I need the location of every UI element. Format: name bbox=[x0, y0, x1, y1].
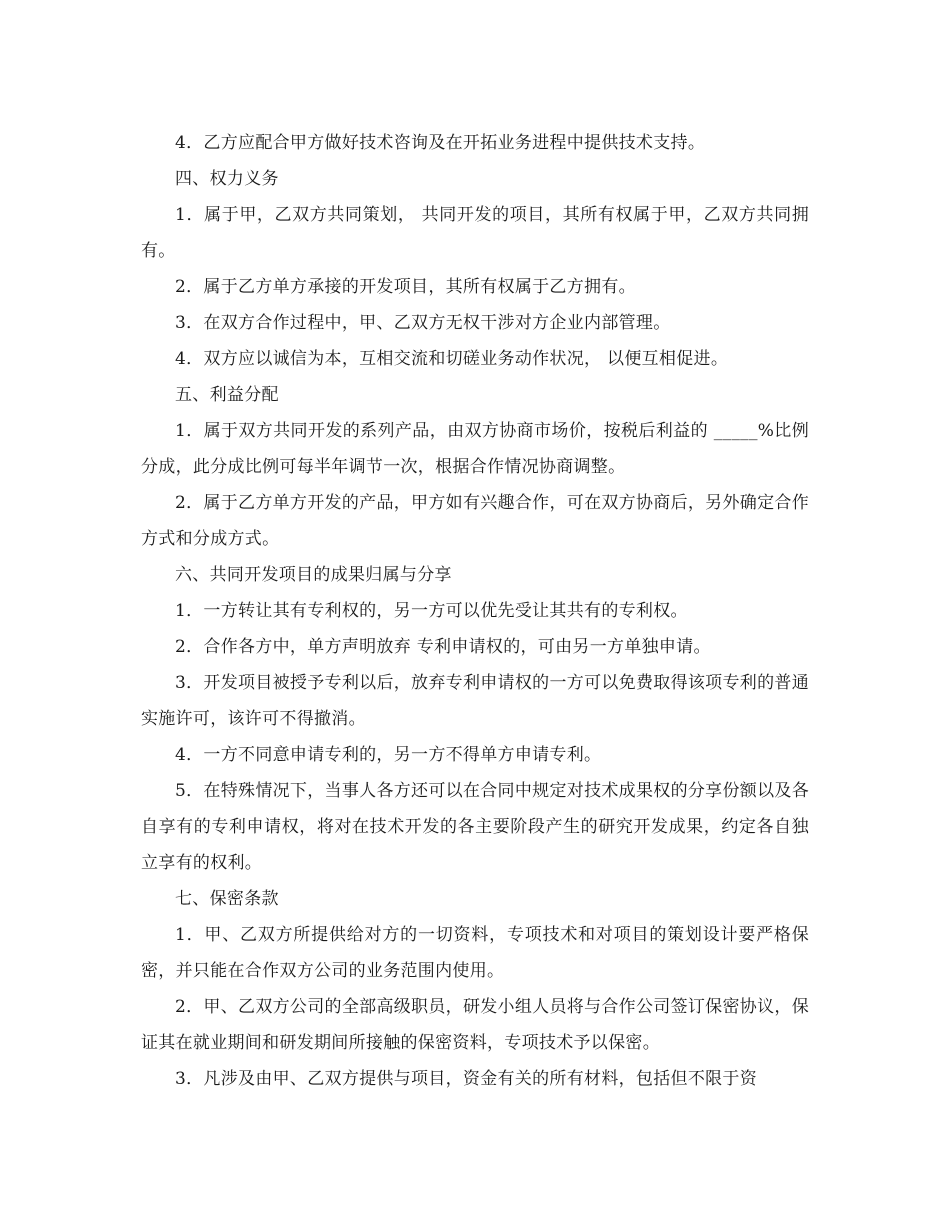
clause-2-staff-confidentiality: 2．甲、乙双方公司的全部高级职员，研发小组人员将与合作公司签订保密协议，保证其在就业期间和研发期间所接触的保密资料，专项技术予以保密。 bbox=[141, 997, 809, 1053]
clause-3-project-materials: 3．凡涉及由甲、乙双方提供与项目，资金有关的所有材料，包括但不限于资 bbox=[175, 1069, 758, 1089]
clause-3-no-interference: 3．在双方合作过程中，甲、乙双方无权干涉对方企业内部管理。 bbox=[175, 313, 671, 333]
section-heading-rights-obligations: 四、权力义务 bbox=[175, 169, 279, 189]
clause-2-party-b-products: 2．属于乙方单方开发的产品，甲方如有兴趣合作，可在双方协商后，另外确定合作方式和分成方式。 bbox=[141, 493, 809, 549]
document-body bbox=[141, 125, 809, 1097]
clause-4-good-faith: 4．双方应以诚信为本，互相交流和切磋业务动作状况， 以便互相促进。 bbox=[175, 349, 729, 369]
clause-3-patent-license: 3．开发项目被授予专利以后，放弃专利申请权的一方可以免费取得该项专利的普通实施许可，该许可不得撤消。 bbox=[141, 673, 809, 729]
clause-2-party-b-ownership: 2．属于乙方单方承接的开发项目，其所有权属于乙方拥有。 bbox=[175, 277, 636, 297]
section-heading-results-ownership: 六、共同开发项目的成果归属与分享 bbox=[175, 565, 452, 585]
section-heading-profit-distribution: 五、利益分配 bbox=[175, 385, 279, 405]
clause-5-special-circumstances: 5．在特殊情况下，当事人各方还可以在合同中规定对技术成果权的分享份额以及各自享有的专利申请权，将对在技术开发的各主要阶段产生的研究开发成果，约定各自独立享有的权利。 bbox=[141, 781, 809, 873]
clause-2-patent-waiver: 2．合作各方中，单方声明放弃 专利申请权的，可由另一方单独申请。 bbox=[175, 637, 711, 657]
section-heading-confidentiality: 七、保密条款 bbox=[175, 889, 279, 909]
clause-4-technical-support: 4．乙方应配合甲方做好技术咨询及在开拓业务进程中提供技术支持。 bbox=[175, 133, 706, 153]
clause-1-patent-transfer: 1．一方转让其有专利权的，另一方可以优先受让其共有的专利权。 bbox=[175, 601, 688, 621]
clause-1-joint-ownership: 1．属于甲，乙双方共同策划， 共同开发的项目，其所有权属于甲，乙双方共同拥有。 bbox=[141, 205, 809, 261]
clause-1-confidential-materials: 1．甲、乙双方所提供给对方的一切资料，专项技术和对项目的策划设计要严格保密，并只能在合作双方公司的业务范围内使用。 bbox=[141, 925, 809, 981]
clause-1-profit-share: 1．属于双方共同开发的系列产品，由双方协商市场价，按税后利益的 _____%比例分成，此分成比例可每半年调节一次，根据合作情况协商调整。 bbox=[141, 421, 809, 477]
clause-4-patent-disagreement: 4．一方不同意申请专利的，另一方不得单方申请专利。 bbox=[175, 745, 602, 765]
